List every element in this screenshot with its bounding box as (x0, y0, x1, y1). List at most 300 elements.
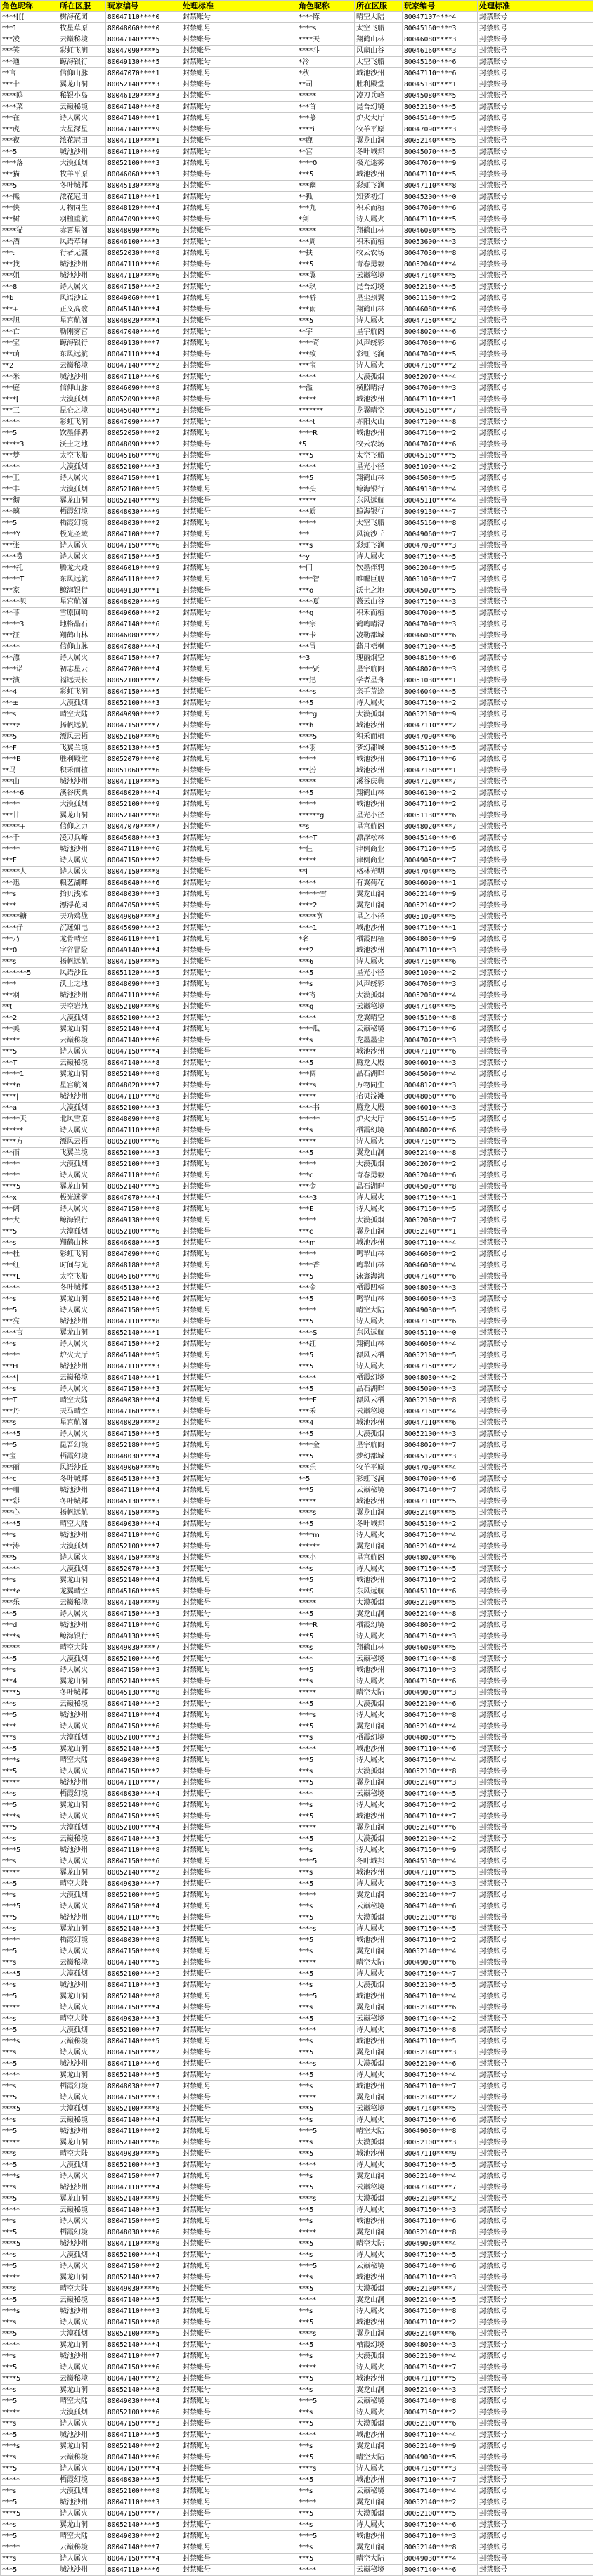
nickname-cell: ***s (1, 2317, 58, 2329)
penalty-cell: 封禁账号 (181, 1553, 297, 1564)
penalty-cell: 封禁账号 (478, 765, 593, 777)
player-id-cell: 80047070****1 (106, 68, 181, 79)
penalty-cell: 封禁账号 (478, 2126, 593, 2137)
player-id-cell: 80052100****5 (106, 484, 181, 496)
player-id-cell: 80052100****3 (106, 698, 181, 709)
table-row (1, 1508, 593, 1519)
player-id-cell: 80052140****3 (403, 2047, 478, 2059)
player-id-cell: 80045090****3 (403, 1384, 478, 1395)
nickname-cell: ***s (297, 1733, 355, 1744)
player-id-cell: 80046060****3 (106, 169, 181, 181)
nickname-cell: ***** (1, 2272, 58, 2284)
region-cell: 大漠孤烟 (58, 1159, 106, 1170)
player-id-cell: 80052140****5 (403, 136, 478, 147)
player-id-cell: 80049090****2 (106, 709, 181, 720)
penalty-cell: 封禁账号 (181, 2486, 297, 2497)
penalty-cell: 封禁账号 (181, 2430, 297, 2441)
player-id-cell: 80051090****5 (403, 912, 478, 923)
table-row (1, 91, 593, 102)
nickname-cell: ***5 (297, 1148, 355, 1159)
region-cell: 彩虹飞涧 (355, 541, 403, 552)
player-id-cell: 80047150****1 (403, 1193, 478, 1204)
nickname-cell: ****夏 (297, 597, 355, 608)
player-id-cell: 80047150****5 (106, 1811, 181, 1823)
player-id-cell: 80047140****2 (403, 2014, 478, 2025)
nickname-cell: ***s (1, 2216, 58, 2227)
penalty-cell: 封禁账号 (478, 563, 593, 574)
player-id-cell: 80047110****1 (106, 192, 181, 203)
region-cell: 学者星舟 (355, 675, 403, 687)
region-cell: 云巅秘境 (355, 2486, 403, 2497)
penalty-cell: 封禁账号 (181, 597, 297, 608)
player-id-cell: 80047110****2 (403, 799, 478, 810)
table-row (1, 2014, 593, 2025)
table-row (1, 1755, 593, 1766)
table-row (1, 1665, 593, 1676)
table-row (1, 293, 593, 304)
player-id-cell: 80052140****4 (106, 2340, 181, 2351)
region-cell: 大漠孤烟 (355, 1598, 403, 1609)
player-id-cell: 80052100****5 (403, 2509, 478, 2520)
player-id-cell: 80047150****8 (403, 1710, 478, 1721)
penalty-cell: 封禁账号 (478, 1204, 593, 1215)
player-id-cell: 80045090****8 (403, 1182, 478, 1193)
nickname-cell: ******g (297, 810, 355, 822)
region-cell: 太空飞船 (355, 518, 403, 529)
penalty-cell: 封禁账号 (478, 192, 593, 203)
table-row (1, 2025, 593, 2036)
penalty-cell: 封禁账号 (181, 57, 297, 68)
player-id-cell: 80049060****3 (106, 912, 181, 923)
region-cell: 晴空大陆 (58, 2531, 106, 2542)
player-id-cell: 80052140****2 (403, 900, 478, 912)
player-id-cell: 80046090****8 (106, 383, 181, 394)
penalty-cell: 封禁账号 (181, 1238, 297, 1249)
region-cell: 栖霞幻境 (355, 1733, 403, 1744)
region-cell: 大漠孤烟 (355, 1699, 403, 1710)
table-row (1, 957, 593, 968)
penalty-cell: 封禁账号 (181, 1148, 297, 1159)
nickname-cell: ***卡 (297, 630, 355, 642)
penalty-cell: 封禁账号 (478, 439, 593, 451)
table-row (1, 1586, 593, 1598)
nickname-cell: ***三 (1, 406, 58, 417)
player-id-cell: 80047110****4 (106, 1485, 181, 1496)
penalty-cell: 封禁账号 (478, 2362, 593, 2374)
nickname-cell: ****e (1, 1586, 58, 1598)
region-cell: 星宫航阁 (58, 597, 106, 608)
penalty-cell: 封禁账号 (478, 327, 593, 338)
player-id-cell: 80049130****5 (106, 1631, 181, 1643)
nickname-cell: ***5 (1, 1991, 58, 2002)
nickname-cell: ***5 (297, 1575, 355, 1586)
region-cell: 云巅秘境 (58, 34, 106, 46)
region-cell: 大漠孤烟 (58, 1013, 106, 1024)
table-row (1, 664, 593, 675)
region-cell: 大漠孤烟 (355, 1980, 403, 1991)
region-cell: 城池沙州 (58, 2497, 106, 2509)
nickname-cell: ****s (297, 1710, 355, 1721)
region-cell: 大漠孤烟 (58, 1969, 106, 1980)
player-id-cell: 80047090****3 (403, 619, 478, 630)
nickname-cell: **l (297, 867, 355, 878)
table-row (1, 1406, 593, 1418)
player-id-cell: 80052100****4 (403, 2351, 478, 2362)
player-id-cell: 80052100****3 (403, 1429, 478, 1440)
nickname-cell: ***宝 (1, 338, 58, 349)
nickname-cell: ***T (1, 1058, 58, 1069)
region-cell: 鸣犁山林 (355, 1260, 403, 1271)
region-cell: 大漠孤烟 (58, 1654, 106, 1665)
penalty-cell: 封禁账号 (478, 799, 593, 810)
penalty-cell: 封禁账号 (181, 1598, 297, 1609)
region-cell: 诗人属火 (58, 2092, 106, 2104)
nickname-cell: **司 (297, 79, 355, 91)
region-cell: 大漠孤烟 (58, 1890, 106, 1901)
player-id-cell: 80048060****0 (106, 23, 181, 34)
nickname-cell: ***s (1, 2452, 58, 2464)
player-id-cell: 80047090****3 (403, 383, 478, 394)
player-id-cell: 80047150****7 (106, 720, 181, 732)
region-cell: 彩虹飞涧 (58, 417, 106, 428)
player-id-cell: 80047150****3 (403, 1879, 478, 1890)
penalty-cell: 封禁账号 (181, 923, 297, 934)
penalty-cell: 封禁账号 (181, 765, 297, 777)
region-cell: 栖霞幻境 (355, 2340, 403, 2351)
nickname-cell: ****书 (297, 1103, 355, 1114)
region-cell: 翔鹤山林 (355, 304, 403, 316)
player-id-cell: 80052180****5 (403, 282, 478, 293)
nickname-cell: ****s (297, 23, 355, 34)
penalty-cell: 封禁账号 (478, 147, 593, 158)
region-cell: 大漠孤烟 (355, 1912, 403, 1924)
region-cell: 翼龙山洞 (355, 2441, 403, 2452)
nickname-cell: ***5 (297, 1609, 355, 1620)
penalty-cell: 封禁账号 (478, 2239, 593, 2250)
nickname-cell: ***F (1, 743, 58, 754)
player-id-cell: 80048030****3 (403, 1283, 478, 1294)
penalty-cell: 封禁账号 (478, 529, 593, 541)
table-row (1, 1418, 593, 1429)
region-cell: 城池沙州 (58, 1778, 106, 1789)
player-id-cell: 80052140****7 (106, 2272, 181, 2284)
nickname-cell: **** (1, 1721, 58, 1733)
penalty-cell: 封禁账号 (478, 203, 593, 214)
player-id-cell: 80047150****3 (403, 1631, 478, 1643)
penalty-cell: 封禁账号 (181, 338, 297, 349)
penalty-cell: 封禁账号 (181, 912, 297, 923)
region-cell: 翼龙山洞 (355, 1778, 403, 1789)
penalty-cell: 封禁账号 (478, 675, 593, 687)
player-id-cell: 80047110****5 (403, 1496, 478, 1508)
region-cell: 星之小径 (355, 912, 403, 923)
nickname-cell: ***4 (1, 1676, 58, 1688)
player-id-cell: 80047150****7 (106, 2171, 181, 2182)
region-cell: 翔鹤山林 (355, 1643, 403, 1654)
player-id-cell: 80047150****3 (106, 2419, 181, 2430)
penalty-cell: 封禁账号 (478, 2542, 593, 2554)
region-cell: 福远天长 (58, 675, 106, 687)
region-cell: 梦幻都城 (355, 1451, 403, 1463)
region-cell: 沃土之地 (58, 979, 106, 990)
table-row (1, 1092, 593, 1103)
player-id-cell: 80047140****2 (106, 2374, 181, 2385)
table-row (1, 1935, 593, 1946)
nickname-cell: ****瓜 (297, 1024, 355, 1035)
nickname-cell: ***5 (1, 1800, 58, 1811)
player-id-cell: 80049060****7 (403, 529, 478, 541)
nickname-cell: ****方 (1, 1137, 58, 1148)
region-cell: 诗人属火 (58, 1204, 106, 1215)
region-cell: 云巅秘境 (58, 1699, 106, 1710)
player-id-cell: 80047150****5 (106, 1508, 181, 1519)
table-row (1, 844, 593, 855)
penalty-cell: 封禁账号 (478, 2385, 593, 2396)
player-id-cell: 80047110****6 (106, 2565, 181, 2576)
region-cell: 风流沙丘 (355, 529, 403, 541)
player-id-cell: 80049030****5 (403, 2452, 478, 2464)
nickname-cell: ****诺 (1, 664, 58, 675)
nickname-cell: ***5 (1, 1440, 58, 1451)
penalty-cell: 封禁账号 (181, 2407, 297, 2419)
player-id-cell: 80047110****6 (106, 1170, 181, 1182)
table-row (1, 79, 593, 91)
nickname-cell: **3 (297, 653, 355, 664)
player-id-cell: 80047150****4 (106, 2002, 181, 2014)
penalty-cell: 封禁账号 (478, 855, 593, 867)
player-id-cell: 80049030****5 (106, 2149, 181, 2160)
table-row (1, 552, 593, 563)
region-cell: 大漠孤烟 (355, 2194, 403, 2205)
region-cell: 翼龙山洞 (58, 1069, 106, 1080)
penalty-cell: 封禁账号 (478, 23, 593, 34)
table-row (1, 1598, 593, 1609)
table-row (1, 698, 593, 709)
player-id-cell: 80047140****8 (403, 2396, 478, 2407)
region-cell: 云巅秘境 (355, 1485, 403, 1496)
player-id-cell: 80045160****6 (403, 57, 478, 68)
player-id-cell: 80047110****3 (106, 1361, 181, 1373)
table-row (1, 2497, 593, 2509)
penalty-cell: 封禁账号 (181, 1564, 297, 1575)
player-id-cell: 80052100****4 (106, 1823, 181, 1834)
region-cell: 城池沙州 (58, 372, 106, 383)
table-row (1, 2250, 593, 2261)
penalty-cell: 封禁账号 (478, 1024, 593, 1035)
player-id-cell: 80046010****9 (106, 563, 181, 574)
player-id-cell: 80047150****5 (403, 1924, 478, 1935)
player-id-cell: 80048030****9 (403, 934, 478, 945)
player-id-cell: 80052180****5 (403, 102, 478, 113)
region-cell: 东风远航 (355, 1328, 403, 1339)
nickname-cell: ***5 (297, 1811, 355, 1823)
table-row (1, 1766, 593, 1778)
penalty-cell: 封禁账号 (181, 2261, 297, 2272)
header-penalty: 处理标准 (478, 1, 593, 12)
region-cell: 大漠孤烟 (58, 462, 106, 473)
table-row (1, 642, 593, 653)
penalty-cell: 封禁账号 (478, 349, 593, 361)
penalty-cell: 封禁账号 (478, 732, 593, 743)
player-id-cell: 80052100****6 (403, 2419, 478, 2430)
penalty-cell: 封禁账号 (181, 1879, 297, 1890)
table-row (1, 1002, 593, 1013)
region-cell: 星宫航阁 (355, 1553, 403, 1564)
region-cell: 诗人属火 (355, 1204, 403, 1215)
player-id-cell: 80052100****3 (106, 462, 181, 473)
nickname-cell: ***5 (1, 2430, 58, 2441)
player-id-cell: 80047070****7 (106, 822, 181, 833)
penalty-cell: 封禁账号 (478, 2419, 593, 2430)
player-id-cell: 80052140****6 (403, 2002, 478, 2014)
player-id-cell: 80047150****6 (403, 2115, 478, 2126)
region-cell: 牧云农场 (355, 439, 403, 451)
penalty-cell: 封禁账号 (478, 1575, 593, 1586)
player-id-cell: 80046080****2 (403, 1249, 478, 1260)
region-cell: 漂风云栖 (58, 732, 106, 743)
penalty-cell: 封禁账号 (478, 226, 593, 237)
penalty-cell: 封禁账号 (478, 417, 593, 428)
table-row (1, 1429, 593, 1440)
player-id-cell: 80047140****7 (106, 2542, 181, 2554)
player-id-cell: 80047140****6 (106, 2452, 181, 2464)
nickname-cell: ***** (297, 1137, 355, 1148)
region-cell: 云巅秘境 (355, 2182, 403, 2194)
penalty-cell: 封禁账号 (181, 2464, 297, 2475)
penalty-cell: 封禁账号 (181, 1328, 297, 1339)
region-cell: 翼龙山洞 (58, 2340, 106, 2351)
penalty-cell: 封禁账号 (478, 923, 593, 934)
player-id-cell: 80047110****8 (106, 1125, 181, 1137)
table-row (1, 2351, 593, 2362)
penalty-cell: 封禁账号 (478, 1137, 593, 1148)
table-row (1, 1710, 593, 1721)
penalty-cell: 封禁账号 (478, 1744, 593, 1755)
player-id-cell: 80047110****6 (403, 1418, 478, 1429)
nickname-cell: ***S (297, 1586, 355, 1598)
region-cell: 北风雪原 (58, 1114, 106, 1125)
nickname-cell: ***** (297, 496, 355, 507)
penalty-cell: 封禁账号 (478, 2261, 593, 2272)
nickname-cell: ****s (1, 1631, 58, 1643)
player-id-cell: 80046010****3 (403, 1103, 478, 1114)
penalty-cell: 封禁账号 (478, 1980, 593, 1991)
region-cell: 大漠孤烟 (58, 1226, 106, 1238)
player-id-cell: 80046080****5 (106, 1238, 181, 1249)
nickname-cell: ***5 (1, 2362, 58, 2374)
penalty-cell: 封禁账号 (478, 664, 593, 675)
player-id-cell: 80047090****4 (403, 1463, 478, 1474)
region-cell: 晴空大陆 (355, 2554, 403, 2565)
table-row (1, 2340, 593, 2351)
nickname-cell: ***5 (1, 1823, 58, 1834)
nickname-cell: ***s (297, 2351, 355, 2362)
region-cell: 诗人属火 (58, 1429, 106, 1440)
penalty-cell: 封禁账号 (478, 2306, 593, 2317)
player-id-cell: 80049030****4 (403, 2554, 478, 2565)
table-row (1, 46, 593, 57)
region-cell: 诗人属火 (355, 1316, 403, 1328)
nickname-cell: ***5 (1, 1226, 58, 1238)
penalty-cell: 封禁账号 (181, 1699, 297, 1710)
nickname-cell: ****5 (1, 1969, 58, 1980)
penalty-cell: 封禁账号 (181, 1024, 297, 1035)
region-cell: 晴空大陆 (58, 2284, 106, 2295)
nickname-cell: ***5 (1, 1946, 58, 1957)
player-id-cell: 80045130****2 (403, 1519, 478, 1530)
region-cell: 冬叶城邦 (355, 147, 403, 158)
nickname-cell: ***甘 (1, 810, 58, 822)
penalty-cell: 封禁账号 (478, 2115, 593, 2126)
region-cell: 城池沙州 (355, 1665, 403, 1676)
table-row (1, 383, 593, 394)
nickname-cell: ***5 (297, 1969, 355, 1980)
nickname-cell: ***s (1, 1789, 58, 1800)
nickname-cell: ****s (297, 2059, 355, 2070)
player-id-cell: 80049050****7 (403, 855, 478, 867)
table-row (1, 2509, 593, 2520)
nickname-cell: ***** (297, 1215, 355, 1226)
nickname-cell: ***** (297, 777, 355, 788)
penalty-cell: 封禁账号 (181, 585, 297, 597)
table-row (1, 12, 593, 23)
penalty-cell: 封禁账号 (181, 878, 297, 889)
penalty-cell: 封禁账号 (478, 113, 593, 124)
region-cell: 星宫航阁 (58, 316, 106, 327)
table-row (1, 653, 593, 664)
table-row (1, 2205, 593, 2216)
region-cell: 冬叶城邦 (58, 1283, 106, 1294)
region-cell: 东风远航 (58, 574, 106, 585)
nickname-cell: ***s (297, 2036, 355, 2047)
player-id-cell: 80046080****3 (403, 34, 478, 46)
penalty-cell: 封禁账号 (478, 1069, 593, 1080)
region-cell: 晴空大陆 (58, 1519, 106, 1530)
penalty-cell: 封禁账号 (478, 1935, 593, 1946)
player-id-cell: 80047110****6 (106, 1912, 181, 1924)
table-row (1, 316, 593, 327)
penalty-cell: 封禁账号 (478, 1508, 593, 1519)
player-id-cell: 80047150****2 (403, 698, 478, 709)
player-id-cell: 80047090****5 (106, 46, 181, 57)
region-cell: 云巅秘境 (58, 2036, 106, 2047)
table-row (1, 1260, 593, 1271)
penalty-cell: 封禁账号 (181, 1035, 297, 1047)
penalty-cell: 封禁账号 (181, 79, 297, 91)
nickname-cell: *秋 (297, 68, 355, 79)
penalty-cell: 封禁账号 (478, 608, 593, 619)
penalty-cell: 封禁账号 (478, 2475, 593, 2486)
penalty-cell: 封禁账号 (181, 2194, 297, 2205)
penalty-cell: 封禁账号 (478, 1519, 593, 1530)
region-cell: 云巅秘境 (58, 1598, 106, 1609)
table-row (1, 1733, 593, 1744)
player-id-cell: 80049130****1 (106, 585, 181, 597)
penalty-cell: 封禁账号 (181, 934, 297, 945)
nickname-cell: ***1 (1, 23, 58, 34)
player-id-cell: 80047110****3 (403, 2531, 478, 2542)
penalty-cell: 封禁账号 (478, 1047, 593, 1058)
region-cell: 翼龙山洞 (355, 2047, 403, 2059)
table-row (1, 1047, 593, 1058)
region-cell: 城池沙州 (355, 2430, 403, 2441)
region-cell: 飞翼兰境 (58, 1148, 106, 1159)
nickname-cell: ***o (297, 585, 355, 597)
region-cell: 城池沙州 (58, 2059, 106, 2070)
region-cell: 云巅秘境 (58, 2115, 106, 2126)
player-id-cell: 80047140****4 (106, 2115, 181, 2126)
region-cell: 翔鹤山林 (355, 473, 403, 484)
